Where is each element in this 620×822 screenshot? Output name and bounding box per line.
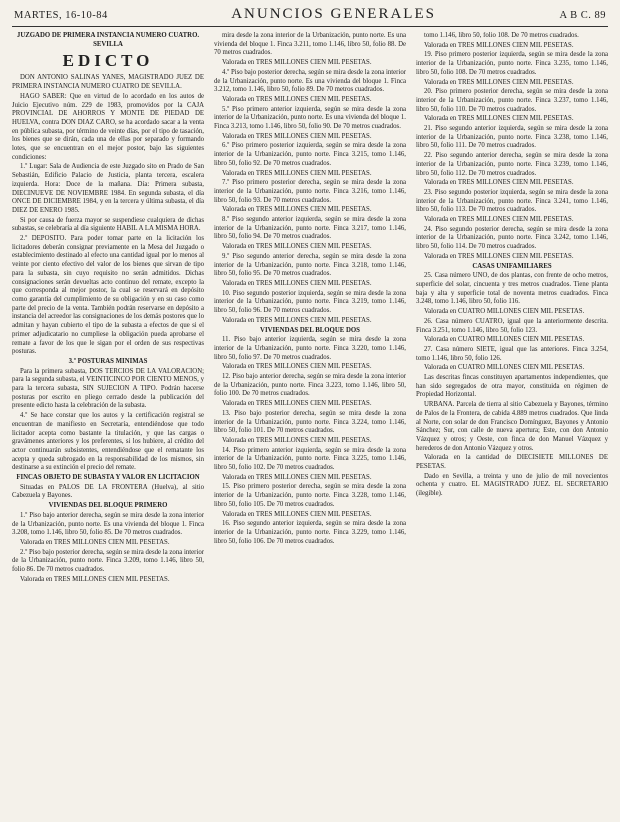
- paragraph: 5.º Piso primero anterior izquierda, según se mira desde la zona interior de la Urbanización, punto norte. Es una vivienda del bloque 1. Finca 3.213, tomo 1.146, libro 50, folio 90. De 70 metros cuadrados.: [214, 105, 406, 131]
- paragraph: 9.º Piso segundo anterior derecha, según se mira desde la zona interior de la Urbanización, punto norte. Finca 3.218, tomo 1.146, libro 50, folio 95. De 70 metros cuadrados.: [214, 252, 406, 278]
- column-2: [214, 32, 406, 822]
- paragraph: 4.º Piso bajo posterior derecha, según se mira desde la zona interior de la Urbanización, punto norte. Es una vivienda del bloque 1. Finca 3.212, tomo 1.146, libro 50, folio 89. De 70 metros cuadrados.: [214, 68, 406, 94]
- paragraph: 1.º Lugar: Sala de Audiencia de este Juzgado sito en Prado de San Sebastián, Edificio Palacio de Justicia, planta tercera, escalera izquierda. Hora: Doce de la mañana. Día: Primera subasta, DIECINUEVE DE NOVIEMBRE 1984. En segunda subasta, el día ONCE DE DICIEMBRE 1984, y en la tercera y última subasta, el día DIEZ DE ENERO 1985.: [12, 163, 204, 214]
- paragraph: Las descritas fincas constituyen apartamentos independientes, que han sido segregados de otra mayor, constituida en régimen de Propiedad Horizontal.: [416, 374, 608, 399]
- section-heading: VIVIENDAS DEL BLOQUE PRIMERO: [48, 502, 168, 510]
- paragraph: DON ANTONIO SALINAS YANES, MAGISTRADO JUEZ DE PRIMERA INSTANCIA NUMERO CUATRO DE SEVILLA.: [12, 74, 204, 91]
- paragraph: Valorada en TRES MILLONES CIEN MIL PESETAS.: [424, 78, 574, 86]
- column-1: [12, 32, 204, 822]
- paragraph: Valorada en TRES MILLONES CIEN MIL PESETAS.: [222, 169, 372, 177]
- paragraph: HAGO SABER: Que en virtud de lo acordado en los autos de Juicio Ejecutivo núm. 229 de 1983, promovidos por la CAJA PROVINCIAL DE AHORROS Y MONTE DE PIEDAD DE HUELVA, contra DON DIAZ CARO, se ha acordado sacar a la venta en pública subasta, por término de veinte días, por el tipo de tasación, los bienes que se dirán, cada una de ellas por separado y formando lotes, que se encuentran en el mejor postor, bajo las siguientes condiciones:: [12, 92, 204, 161]
- paragraph: Para la primera subasta, DOS TERCIOS DE LA VALORACION; para la segunda subasta, el VEINTICINCO POR CIENTO MENOS, y para la tercera subasta, SIN SUJECION A TIPO. Podrán hacerse posturas por escrito en pliego cerrado desde la publicación del presente edicto hasta la celebración de la subasta.: [12, 367, 204, 410]
- paragraph: 8.º Piso segundo anterior izquierda, según se mira desde la zona interior de la Urbanización, punto norte. Finca 3.217, tomo 1.146, libro 50, folio 94. De 70 metros cuadrados.: [214, 216, 406, 241]
- paragraph: Valorada en TRES MILLONES CIEN MIL PESETAS.: [222, 59, 372, 67]
- paragraph: Valorada en TRES MILLONES CIEN MIL PESETAS.: [222, 132, 372, 140]
- paragraph: 1.º Piso bajo anterior derecha, según se mira desde la zona interior de la Urbanización, punto norte. Es una vivienda del bloque 1. Finca 3.208, tomo 1.146, libro 50, folio 85. De 70 metros cuadrados.: [12, 511, 204, 537]
- paragraph: Valorada en CUATRO MILLONES CIEN MIL PESETAS.: [424, 364, 585, 372]
- paragraph: Valorada en TRES MILLONES CIEN MIL PESETAS.: [222, 95, 372, 103]
- paragraph: Situadas en PALOS DE LA FRONTERA (Huelva), al sitio Cabezuela y Bayones.: [12, 483, 204, 500]
- column-3: [416, 32, 608, 822]
- paragraph: Valorada en CUATRO MILLONES CIEN MIL PESETAS.: [424, 308, 585, 316]
- paragraph: Valorada en TRES MILLONES CIEN MIL PESETAS.: [222, 206, 372, 214]
- page-header: [12, 6, 608, 23]
- paragraph: Valorada en TRES MILLONES CIEN MIL PESETAS.: [222, 510, 372, 518]
- paragraph: 25. Casa número UNO, de dos plantas, con frente de ocho metros, superficie del solar, cincuenta y tres metros cuadrados. Tiene planta baja y alta y superficie total de noventa metros cuadrados. Finca 3.248, tomo 1.146, libro 50, folio 116.: [416, 272, 608, 306]
- paragraph: 27. Casa número SIETE, igual que las anteriores. Finca 3.254, tomo 1.146, libro 50, folio 126.: [416, 345, 608, 362]
- paragraph: 15. Piso primero posterior derecha, según se mira desde la zona interior de la Urbanización, punto norte. Finca 3.228, tomo 1.146, libro 50, folio 105. De 70 metros cuadrados.: [214, 483, 406, 508]
- paragraph: Valorada en la cantidad de DIECISIETE MILLONES DE PESETAS.: [416, 454, 608, 471]
- paragraph: 4.º Se hace constar que los autos y la certificación registral se encuentran de manifiesto en Secretaría, entendiéndose que todo licitador acepta como bastante la titulación, y que las cargas o gravámenes anteriores y los preferentes, si los hubiere, al crédito del actor continuarán subsistentes, entendiéndose que el rematante los acepta y queda subrogado en la responsabilidad de los mismos, sin destinarse a su extinción el precio del remate.: [12, 412, 204, 472]
- paragraph: 2.º DEPOSITO. Para poder tomar parte en la licitación los licitadores deberán consignar previamente en la Mesa del Juzgado o establecimiento destinado al efecto una cantidad igual por lo menos al veinte por ciento efectivo del valor de los bienes que sirvan de tipo para la subasta, sin cuyo requisito no serán admitidos. Dichas consignaciones serán devueltas acto continuo del remate, excepto la que corresponda al mejor postor, la cual se reservará en depósito como garantía del cumplimiento de su obligación y en su caso como parte del precio de la venta. También podrán reservarse en depósito a instancia del acreedor las consignaciones de los demás postores que lo admitan y hayan cubierto el tipo de la subasta a efectos de que si el primer adjudicatario no cumpliese la obligación pueda aprobarse el remate a favor de los que le sigan por el orden de sus respectivas posturas.: [12, 235, 204, 356]
- edict-title: EDICTO: [62, 51, 154, 71]
- paragraph: Valorada en TRES MILLONES CIEN MIL PESETAS.: [222, 363, 372, 371]
- paragraph: Valorada en TRES MILLONES CIEN MIL PESETAS.: [424, 216, 574, 224]
- header-rule: [12, 26, 608, 27]
- paragraph: Valorada en TRES MILLONES CIEN MIL PESETAS.: [20, 538, 170, 546]
- paragraph: URBANA. Parcela de tierra al sitio Cabezuela y Bayones, término de Palos de la Frontera, de cabida 4.889 metros cuadrados. Que linda al Norte, con solar de don Francisco Domínguez, Bayones y Antonio Sánchez; Sur, con calle de nueva apertura; Este, con don Antonio Vázquez y otros; y Oeste, con finca de don Manuel Vázquez y herederos de don Antonio Vázquez y otros.: [416, 401, 608, 452]
- paragraph: 11. Piso bajo anterior izquierda, según se mira desde la zona interior de la Urbanización, punto norte. Finca 3.220, tomo 1.146, libro 50, folio 97. De 70 metros cuadrados.: [214, 336, 406, 361]
- paragraph: Valorada en TRES MILLONES CIEN MIL PESETAS.: [222, 436, 372, 444]
- paragraph: 19. Piso primero posterior izquierda, según se mira desde la zona interior de la Urbanización, punto norte. Finca 3.235, tomo 1.146, libro 50, folio 108. De 70 metros cuadrados.: [416, 51, 608, 76]
- paragraph: mira desde la zona interior de la Urbanización, punto norte. Es una vivienda del bloque 1. Finca 3.211, tomo 1.146, libro 50, folio 88. De 70 metros cuadrados.: [214, 32, 406, 57]
- paragraph: tomo 1.146, libro 50, folio 108. De 70 metros cuadrados.: [424, 32, 579, 39]
- paragraph: 21. Piso segundo anterior izquierda, según se mira desde la zona interior de la Urbanización, punto norte. Finca 3.238, tomo 1.146, libro 50, folio 111. De 70 metros cuadrados.: [416, 125, 608, 150]
- section-heading: FINCAS OBJETO DE SUBASTA Y VALOR EN LICITACION: [16, 474, 200, 482]
- paragraph: 12. Piso bajo anterior derecha, según se mira desde la zona interior de la Urbanización, punto norte. Finca 3.223, tomo 1.146, libro 50, folio 100. De 70 metros cuadrados.: [214, 373, 406, 398]
- header-page-number: A B C. 89: [559, 10, 606, 21]
- paragraph: Valorada en TRES MILLONES CIEN MIL PESETAS.: [424, 252, 574, 260]
- paragraph: 26. Casa número CUATRO, igual que la anteriormente descrita. Finca 3.251, tomo 1.146, libro 50, folio 123.: [416, 317, 608, 334]
- section-heading: 3.º POSTURAS MINIMAS: [68, 357, 148, 365]
- paragraph: Dado en Sevilla, a treinta y uno de julio de mil novecientos ochenta y cuatro. EL MAGISTRADO JUEZ. EL SECRETARIO (ilegible).: [416, 472, 608, 498]
- section-heading: CASAS UNIFAMILIARES: [472, 262, 552, 270]
- paragraph: Valorada en TRES MILLONES CIEN MIL PESETAS.: [222, 279, 372, 287]
- paragraph: Valorada en TRES MILLONES CIEN MIL PESETAS.: [424, 115, 574, 123]
- header-date: MARTES, 16-10-84: [14, 10, 108, 21]
- paragraph: Valorada en TRES MILLONES CIEN MIL PESETAS.: [424, 179, 574, 187]
- text-columns: [12, 32, 608, 822]
- paragraph: Valorada en TRES MILLONES CIEN MIL PESETAS.: [222, 473, 372, 481]
- paragraph: Valorada en TRES MILLONES CIEN MIL PESETAS.: [424, 41, 574, 49]
- paragraph: Valorada en TRES MILLONES CIEN MIL PESETAS.: [222, 243, 372, 251]
- paragraph: 20. Piso primero posterior derecha, según se mira desde la zona interior de la Urbanización, punto norte. Finca 3.237, tomo 1.146, libro 50, folio 110. De 70 metros cuadrados.: [416, 88, 608, 113]
- paragraph: Valorada en TRES MILLONES CIEN MIL PESETAS.: [222, 400, 372, 408]
- paragraph: 14. Piso primero anterior izquierda, según se mira desde la zona interior de la Urbanización, punto norte. Finca 3.225, tomo 1.146, libro 50, folio 102. De 70 metros cuadrados.: [214, 446, 406, 472]
- paragraph: Valorada en CUATRO MILLONES CIEN MIL PESETAS.: [424, 336, 585, 344]
- paragraph: 13. Piso bajo posterior derecha, según se mira desde la zona interior de la Urbanización, punto norte. Finca 3.224, tomo 1.146, libro 50, folio 101. De 70 metros cuadrados.: [214, 409, 406, 435]
- paragraph: 23. Piso segundo posterior izquierda, según se mira desde la zona interior de la Urbanización, punto norte. Finca 3.241, tomo 1.146, libro 50, folio 113. De 70 metros cuadrados.: [416, 188, 608, 214]
- header-section-title: ANUNCIOS GENERALES: [231, 6, 436, 22]
- paragraph: 24. Piso segundo posterior derecha, según se mira desde la zona interior de la Urbanización, punto norte. Finca 3.242, tomo 1.146, libro 50, folio 114. De 70 metros cuadrados.: [416, 225, 608, 251]
- paragraph: 10. Piso segundo posterior izquierda, según se mira desde la zona interior de la Urbanización, punto norte. Finca 3.219, tomo 1.146, libro 50, folio 96. De 70 metros cuadrados.: [214, 289, 406, 315]
- paragraph: 2.º Piso bajo posterior derecha, según se mira desde la zona interior de la Urbanización, punto norte. Finca 3.209, tomo 1.146, libro 50, folio 86. De 70 metros cuadrados.: [12, 548, 204, 574]
- paragraph: 16. Piso segundo anterior izquierda, según se mira desde la zona interior de la Urbanización, punto norte. Finca 3.229, tomo 1.146, libro 50, folio 106. De 70 metros cuadrados.: [214, 520, 406, 545]
- paragraph: Si por causa de fuerza mayor se suspendiese cualquiera de dichas subastas, se celebraría al día siguiente HABIL A LA MISMA HORA.: [12, 216, 204, 233]
- paragraph: Valorada en TRES MILLONES CIEN MIL PESETAS.: [20, 575, 170, 583]
- paragraph: 22. Piso segundo anterior derecha, según se mira desde la zona interior de la Urbanización, punto norte. Finca 3.239, tomo 1.146, libro 50, folio 112. De 70 metros cuadrados.: [416, 152, 608, 177]
- section-heading: JUZGADO DE PRIMERA INSTANCIA NUMERO CUATRO. SEVILLA: [16, 32, 200, 48]
- paragraph: 6.º Piso primero posterior izquierda, según se mira desde la zona interior de la Urbanización, punto norte. Finca 3.215, tomo 1.146, libro 50, folio 92. De 70 metros cuadrados.: [214, 142, 406, 167]
- paragraph: 7.º Piso primero posterior derecha, según se mira desde la zona interior de la Urbanización, punto norte. Finca 3.216, tomo 1.146, libro 50, folio 93. De 70 metros cuadrados.: [214, 179, 406, 204]
- section-heading: VIVIENDAS DEL BLOQUE DOS: [260, 326, 360, 334]
- paragraph: Valorada en TRES MILLONES CIEN MIL PESETAS.: [222, 316, 372, 324]
